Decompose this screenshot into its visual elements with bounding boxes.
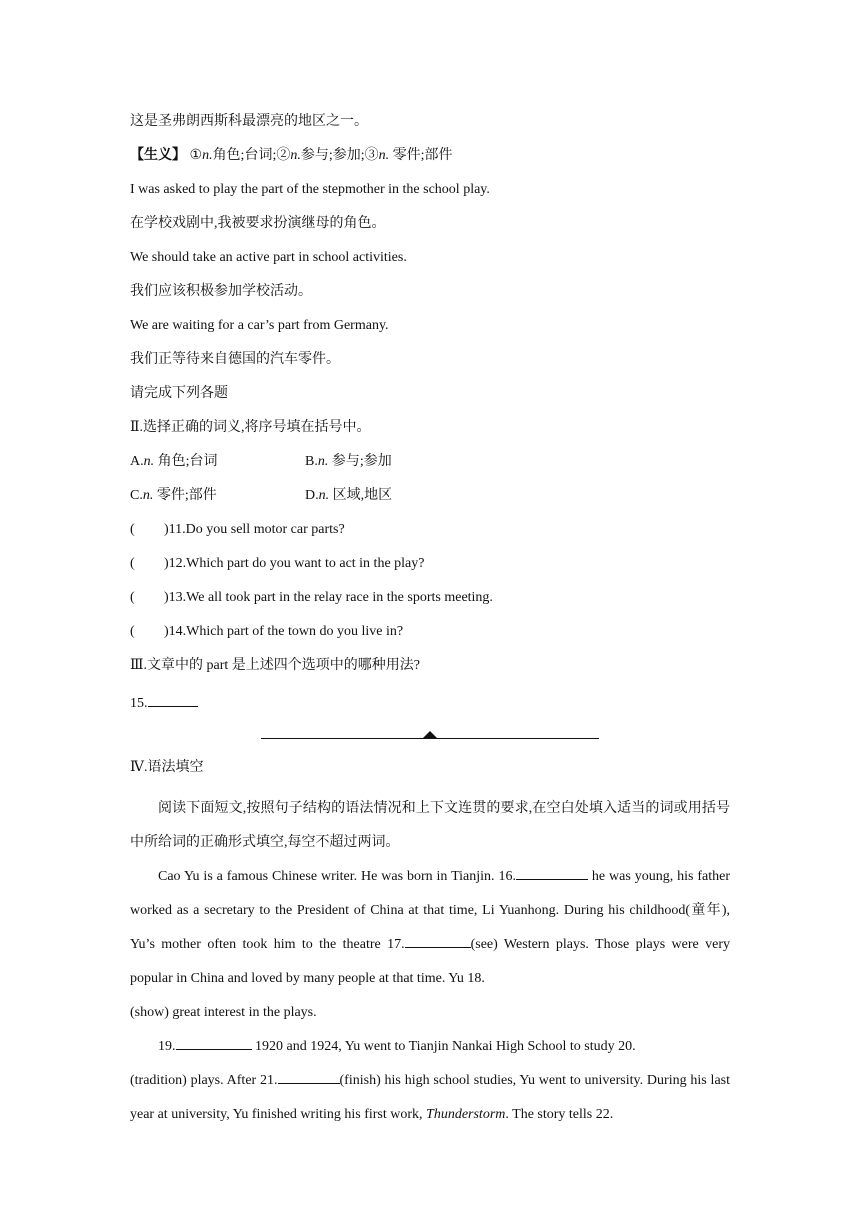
option-d: D.n. 区域,地区 <box>305 488 393 503</box>
shengyi-label: 【生义】 <box>130 148 186 163</box>
option-row <box>130 452 730 486</box>
option-b: B.n. 参与;参加 <box>305 454 392 469</box>
instruction: 请完成下列各题 <box>130 386 228 401</box>
answer-blank-17[interactable] <box>405 931 471 948</box>
example-en: We should take an active part in school activities. <box>130 250 407 265</box>
answer-blank-19[interactable] <box>176 1033 252 1050</box>
section-4-title: Ⅳ.语法填空 <box>130 760 204 775</box>
intro-translation: 这是圣弗朗西斯科最漂亮的地区之一。 <box>130 114 368 129</box>
example-zh: 我们应该积极参加学校活动。 <box>130 284 312 299</box>
document-page <box>130 112 730 1132</box>
passage-paragraph-1: Cao Yu is a famous Chinese writer. He was born in Tianjin. 16. he was young, his father worked as a secretary to the President of China at that time, Li Yuanhong. During his childhood(童年), Yu’s mother often took him to the theatre 17. (see) Western plays. Those plays were very popular in China and loved by many people at that time. Yu 18. (show) great interest in the plays. <box>130 860 730 1030</box>
shengyi-line: 【生义】 ①n.角色;台词;②n.参与;参加;③n. 零件;部件 <box>130 148 453 163</box>
passage-paragraph-2: 19. 1920 and 1924, Yu went to Tianjin Nankai High School to study 20. (tradition) plays. After 21. (finish) his high school studies, Yu went to university. During his last year at university, Yu finished writing his first work, Thunderstorm. The story tells 22. <box>130 1030 730 1132</box>
section-4-directions: 阅读下面短文,按照句子结构的语法情况和上下文连贯的要求,在空白处填入适当的词或用括号中所给词的正确形式填空,每空不超过两词。 <box>130 801 730 850</box>
answer-blank-21[interactable] <box>278 1067 340 1084</box>
section-3-title: Ⅲ.文章中的 part 是上述四个选项中的哪种用法? <box>130 658 420 673</box>
question-12[interactable]: ( )12.Which part do you want to act in the play? <box>130 556 425 571</box>
question-11[interactable]: ( )11.Do you sell motor car parts? <box>130 522 345 537</box>
answer-blank-16[interactable] <box>516 863 588 880</box>
option-row <box>130 486 730 520</box>
example-en: I was asked to play the part of the stepmother in the school play. <box>130 182 490 197</box>
example-en: We are waiting for a car’s part from Germany. <box>130 318 389 333</box>
section-2-title: Ⅱ.选择正确的词义,将序号填在括号中。 <box>130 420 371 435</box>
section-divider <box>130 724 730 758</box>
option-a: A.n. 角色;台词 <box>130 454 218 469</box>
question-14[interactable]: ( )14.Which part of the town do you live in? <box>130 624 404 639</box>
question-13[interactable]: ( )13.We all took part in the relay race in the sports meeting. <box>130 590 493 605</box>
example-zh: 我们正等待来自德国的汽车零件。 <box>130 352 340 367</box>
example-zh: 在学校戏剧中,我被要求扮演继母的角色。 <box>130 216 386 231</box>
option-c: C.n. 零件;部件 <box>130 488 217 503</box>
answer-blank[interactable] <box>148 690 198 707</box>
question-15[interactable]: 15. <box>130 690 730 724</box>
triangle-icon <box>422 731 438 739</box>
